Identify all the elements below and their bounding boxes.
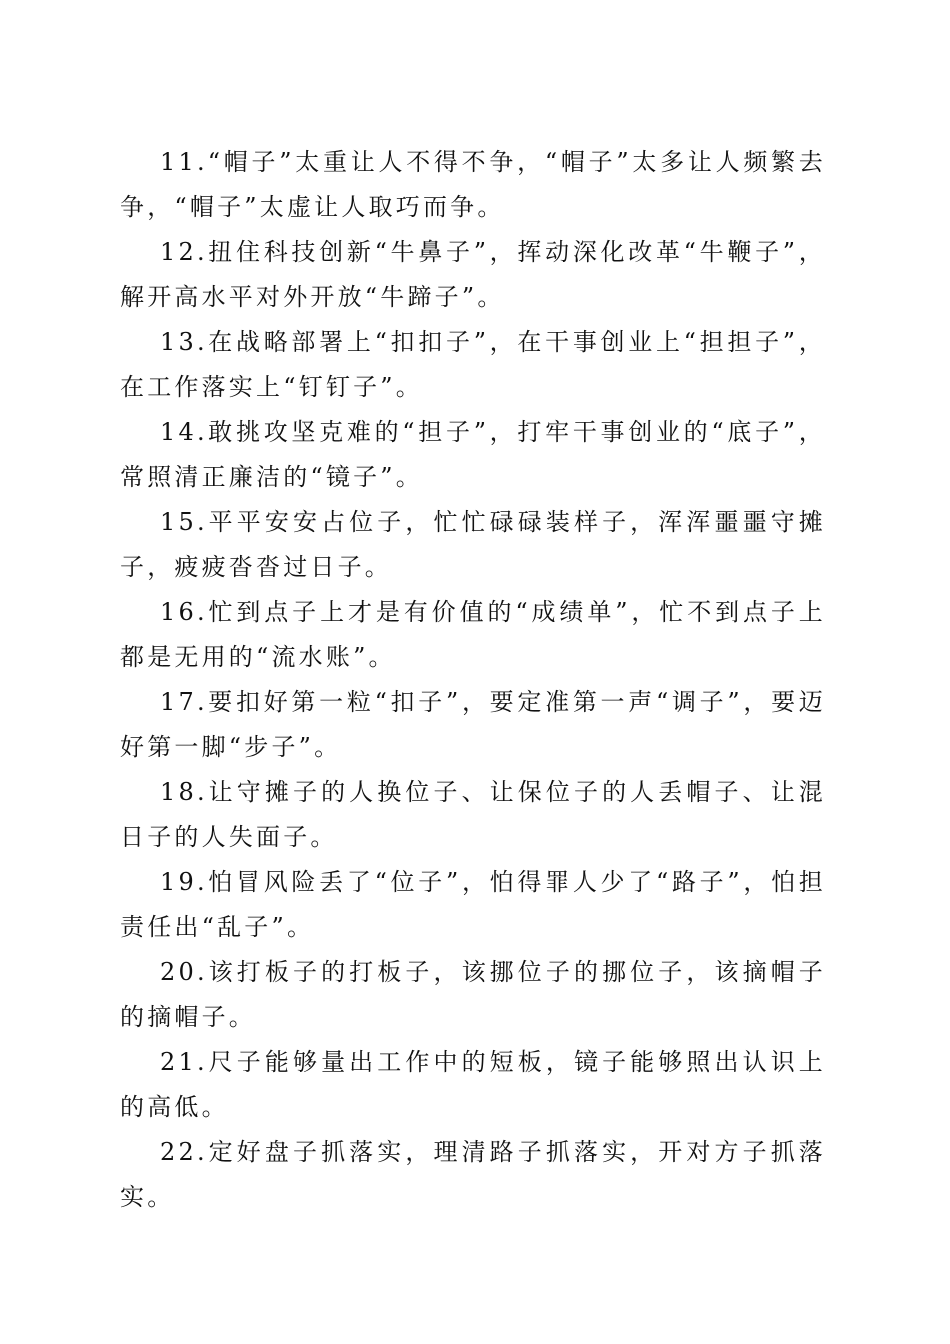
- list-item-16: 16.忙到点子上才是有价值的“成绩单”，忙不到点子上都是无用的“流水账”。: [120, 598, 826, 671]
- list-item-20: 20.该打板子的打板子，该挪位子的挪位子，该摘帽子的摘帽子。: [120, 958, 826, 1031]
- list-item-18: 18.让守摊子的人换位子、让保位子的人丢帽子、让混日子的人失面子。: [120, 778, 826, 851]
- list-item-17: 17.要扣好第一粒“扣子”，要定准第一声“调子”，要迈好第一脚“步子”。: [120, 688, 826, 761]
- document-body: [120, 140, 826, 1220]
- list-item-15: 15.平平安安占位子，忙忙碌碌装样子，浑浑噩噩守摊子，疲疲沓沓过日子。: [120, 508, 826, 581]
- list-item-11: 11.“帽子”太重让人不得不争，“帽子”太多让人频繁去争，“帽子”太虚让人取巧而争。: [120, 148, 826, 221]
- list-item-22: 22.定好盘子抓落实，理清路子抓落实，开对方子抓落实。: [120, 1138, 826, 1211]
- list-item-19: 19.怕冒风险丢了“位子”，怕得罪人少了“路子”，怕担责任出“乱子”。: [120, 868, 826, 941]
- list-item-13: 13.在战略部署上“扣扣子”，在干事创业上“担担子”，在工作落实上“钉钉子”。: [120, 328, 826, 401]
- list-item-14: 14.敢挑攻坚克难的“担子”，打牢干事创业的“底子”，常照清正廉洁的“镜子”。: [120, 418, 826, 491]
- list-item-12: 12.扭住科技创新“牛鼻子”，挥动深化改革“牛鞭子”，解开高水平对外开放“牛蹄子”。: [120, 238, 826, 311]
- list-item-21: 21.尺子能够量出工作中的短板，镜子能够照出认识上的高低。: [120, 1048, 826, 1121]
